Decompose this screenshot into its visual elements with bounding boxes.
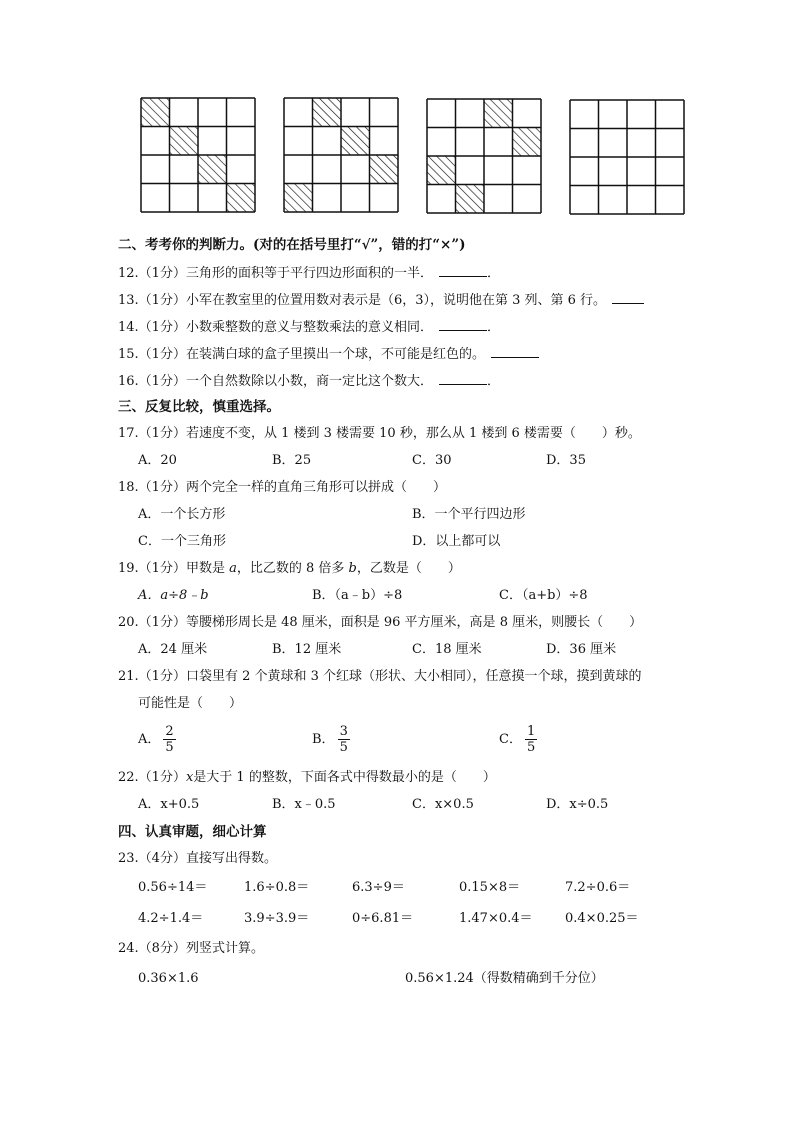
- calc-item: 6.3÷9＝: [352, 880, 405, 895]
- question-21-stem-line2: 可能性是（ ）: [138, 696, 243, 711]
- q22-option-c[interactable]: C．x×0.5: [412, 797, 474, 812]
- calc-item: 0.15×8＝: [459, 880, 521, 895]
- question-12: 12.（1分）三角形的面积等于平行四边形面积的一半． ．: [118, 263, 500, 283]
- question-17-stem: 17.（1分）若速度不变，从 1 楼到 3 楼需要 10 秒，那么从 1 楼到 6 楼需要（ ）秒。: [118, 426, 641, 441]
- q17-option-c[interactable]: C．30: [412, 453, 452, 468]
- answer-blank-13[interactable]: [612, 290, 644, 304]
- q22-option-d[interactable]: D．x÷0.5: [546, 797, 609, 812]
- question-22-stem: 22.（1分）x是大于 1 的整数，下面各式中得数最小的是（ ）: [118, 770, 496, 785]
- question-21-stem-line1: 21.（1分）口袋里有 2 个黄球和 3 个红球（形状、大小相同），任意摸一个球，摸到黄球的: [118, 669, 642, 684]
- shaded-cell: [513, 128, 542, 157]
- grid-1: [141, 98, 255, 212]
- fraction-two-fifths: $\frac{2}{5}$: [165, 724, 174, 755]
- q20-option-c[interactable]: C．18 厘米: [412, 642, 482, 657]
- q17-option-d[interactable]: D．35: [546, 453, 586, 468]
- shaded-cell: [284, 184, 313, 213]
- question-15-text: 15.（1分）在装满白球的盒子里摸出一个球，不可能是红色的。: [118, 347, 485, 362]
- question-19-stem: 19.（1分）甲数是 a，比乙数的 8 倍多 b，乙数是（ ）: [118, 561, 461, 576]
- shaded-cell: [341, 127, 370, 156]
- q19-option-b[interactable]: B．（a﹣b）÷8: [312, 588, 403, 603]
- calc-item: 1.6÷0.8＝: [244, 880, 310, 895]
- calc-item: 0.4×0.25＝: [565, 911, 639, 926]
- grid-4: [570, 100, 684, 214]
- question-23-stem: 23.（4分）直接写出得数。: [118, 851, 277, 866]
- question-13: [118, 290, 644, 310]
- answer-blank-14[interactable]: [439, 317, 487, 331]
- q17-option-a[interactable]: A．20: [138, 453, 177, 468]
- shaded-cell: [141, 98, 170, 127]
- question-12-text: 12.（1分）三角形的面积等于平行四边形面积的一半．: [118, 266, 433, 281]
- question-16-text: 16.（1分）一个自然数除以小数，商一定比这个数大．: [118, 374, 433, 389]
- shaded-cell: [370, 155, 399, 184]
- question-14-text: 14.（1分）小数乘整数的意义与整数乘法的意义相同．: [118, 320, 433, 335]
- fraction-three-fifths: $\frac{3}{5}$: [339, 724, 348, 755]
- question-13-text: 13.（1分）小军在教室里的位置用数对表示是（6，3），说明他在第 3 列、第 6 行。: [118, 293, 607, 308]
- q20-option-b[interactable]: B．12 厘米: [272, 642, 342, 657]
- q21-option-c[interactable]: C． $\frac{1}{5}$: [499, 724, 536, 755]
- shaded-cell: [484, 99, 513, 128]
- shaded-cell: [427, 156, 456, 185]
- shaded-cell: [227, 184, 256, 213]
- q18-option-c[interactable]: C．一个三角形: [138, 534, 226, 549]
- answer-blank-16[interactable]: [439, 371, 487, 385]
- calc-item: 0÷6.81＝: [352, 911, 414, 926]
- grid-figures: [0, 0, 794, 230]
- vertical-calc-item-1: 0.36×1.6: [138, 971, 199, 986]
- q20-option-d[interactable]: D．36 厘米: [546, 642, 617, 657]
- question-24-stem: 24.（8分）列竖式计算。: [118, 941, 264, 956]
- question-18-stem: 18.（1分）两个完全一样的直角三角形可以拼成（ ）: [118, 480, 446, 495]
- calc-item: 1.47×0.4＝: [459, 911, 533, 926]
- q19-option-c[interactable]: C．（a+b）÷8: [499, 588, 588, 603]
- q18-option-b[interactable]: B．一个平行四边形: [412, 507, 526, 522]
- question-20-stem: 20.（1分）等腰梯形周长是 48 厘米，面积是 96 平方厘米，高是 8 厘米，则腰长（ ）: [118, 615, 643, 630]
- shaded-cell: [313, 98, 342, 127]
- grid-2: [284, 98, 398, 212]
- vertical-calc-item-2: 0.56×1.24（得数精确到千分位）: [405, 971, 604, 986]
- question-16: 16.（1分）一个自然数除以小数，商一定比这个数大． ．: [118, 371, 500, 391]
- answer-blank-15[interactable]: [491, 344, 539, 358]
- q20-option-a[interactable]: A．24 厘米: [138, 642, 208, 657]
- q22-option-a[interactable]: A．x+0.5: [138, 797, 200, 812]
- shaded-cell: [198, 155, 227, 184]
- section4-title: 四、认真审题，细心计算: [118, 824, 267, 840]
- question-15: [118, 344, 539, 364]
- shaded-cell: [170, 127, 199, 156]
- calc-item: 7.2÷0.6＝: [565, 880, 631, 895]
- q21-option-b[interactable]: B． $\frac{3}{5}$: [312, 724, 348, 755]
- grid-3: [427, 99, 541, 213]
- calc-item: 0.56÷14＝: [138, 880, 208, 895]
- section2-title: 二、考考你的判断力。(对的在括号里打“√”，错的打“×”): [118, 237, 466, 253]
- section3-title: 三、反复比较，慎重选择。: [118, 399, 280, 415]
- q22-option-b[interactable]: B．x﹣0.5: [272, 797, 336, 812]
- question-14: 14.（1分）小数乘整数的意义与整数乘法的意义相同． ．: [118, 317, 500, 337]
- q18-option-d[interactable]: D．以上都可以: [412, 534, 501, 549]
- q18-option-a[interactable]: A．一个长方形: [138, 507, 226, 522]
- calc-item: 3.9÷3.9＝: [244, 911, 310, 926]
- fraction-one-fifth: $\frac{1}{5}$: [526, 724, 536, 755]
- answer-blank-12[interactable]: [439, 263, 487, 277]
- calc-item: 4.2÷1.4＝: [138, 911, 204, 926]
- q21-option-a[interactable]: A． $\frac{2}{5}$: [138, 724, 174, 755]
- q19-option-a[interactable]: A．a÷8﹣b: [138, 588, 209, 603]
- q17-option-b[interactable]: B．25: [272, 453, 312, 468]
- shaded-cell: [456, 185, 485, 214]
